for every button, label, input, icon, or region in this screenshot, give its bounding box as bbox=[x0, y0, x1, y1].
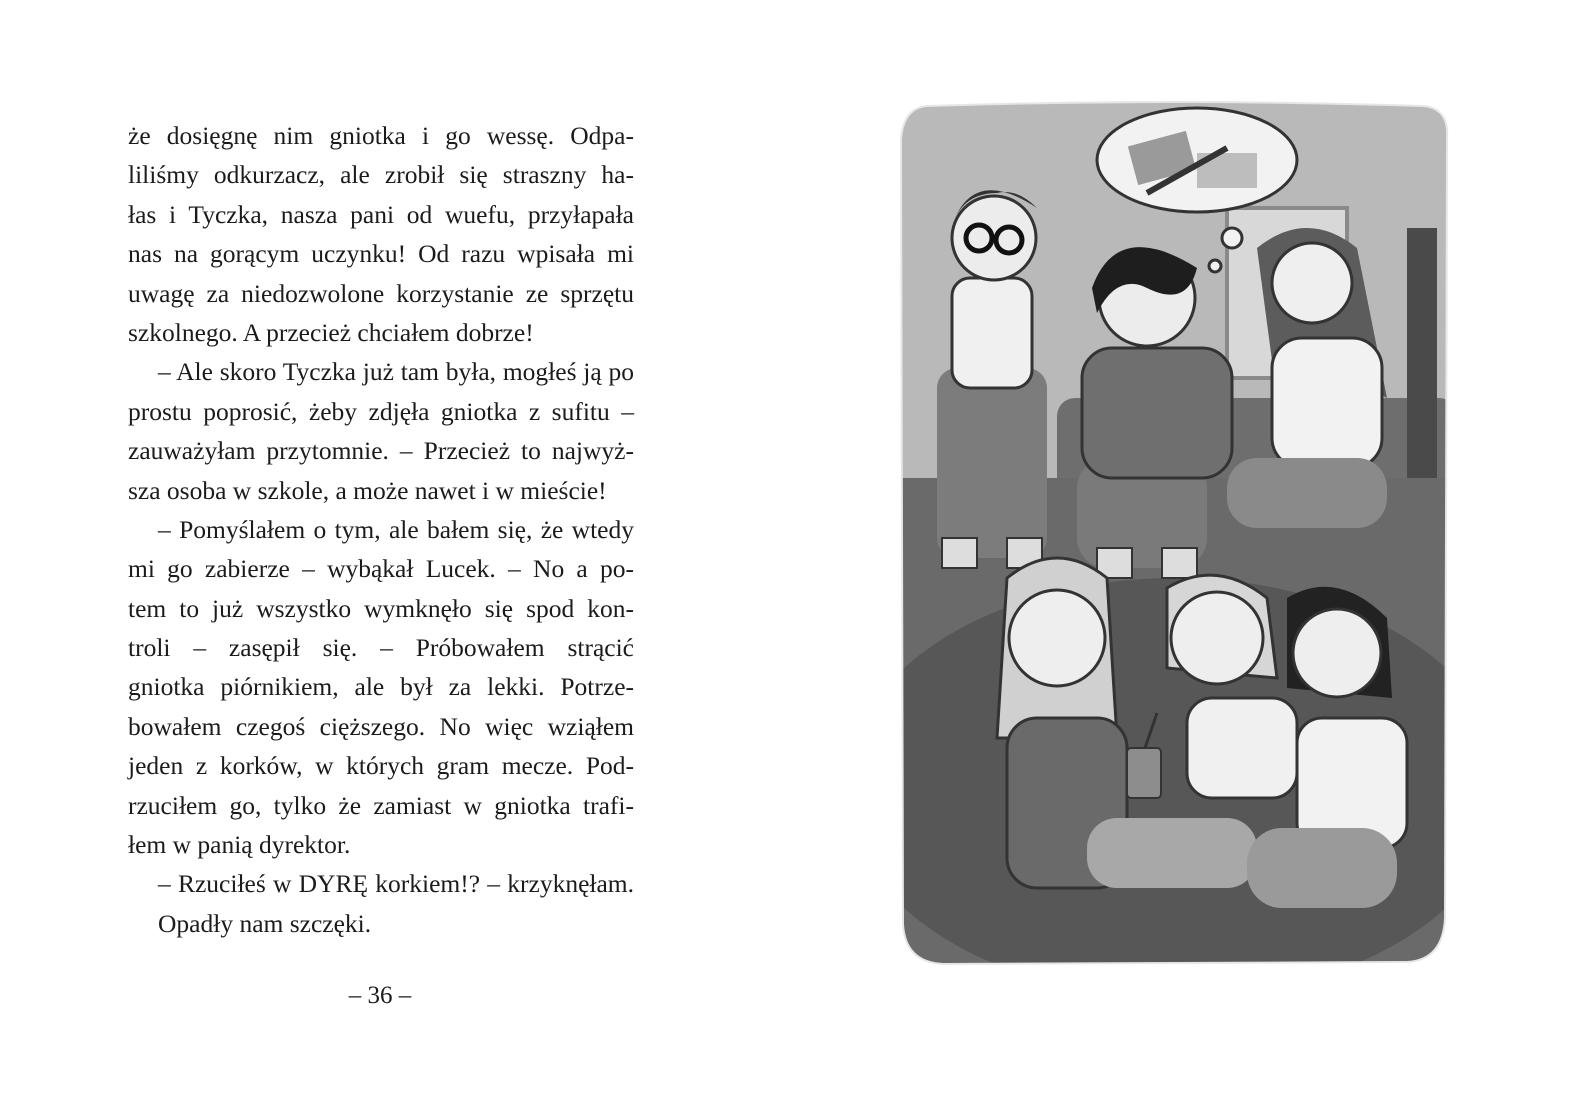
text-line: – Pomyślałem o tym, ale bałem się, że wtedy bbox=[158, 514, 634, 544]
body-text bbox=[128, 116, 634, 943]
text-line: – Rzuciłeś w DYRĘ korkiem!? – krzyknęłam. bbox=[158, 869, 634, 899]
page-number: – 36 – bbox=[348, 982, 412, 1009]
right-page bbox=[797, 0, 1594, 1093]
text-line: bowałem czegoś cięższego. No więc wziąłem bbox=[128, 711, 634, 741]
text-line: szkolnego. A przecież chciałem dobrze! bbox=[128, 317, 534, 347]
text-line: łas i Tyczka, nasza pani od wuefu, przyłapała bbox=[128, 199, 634, 229]
text-line: gniotka piórnikiem, ale był za lekki. Potrze- bbox=[128, 672, 634, 702]
text-line: jeden z korków, w których gram mecze. Pod- bbox=[128, 751, 634, 781]
text-line: prostu poprosić, żeby zdjęła gniotka z sufitu – bbox=[128, 396, 634, 426]
text-line: liliśmy odkurzacz, ale zrobił się straszny ha- bbox=[128, 160, 634, 190]
text-line: łem w panią dyrektor. bbox=[128, 830, 351, 860]
text-line: troli – zasępił się. – Próbowałem strącić bbox=[128, 633, 634, 663]
text-line: rzuciłem go, tylko że zamiast w gniotka trafi- bbox=[128, 790, 634, 820]
text-line: sza osoba w szkole, a może nawet i w mieście! bbox=[128, 475, 607, 505]
text-line: tem to już wszystko wymknęło się spod kon- bbox=[128, 593, 634, 623]
text-line: nas na gorącym uczynku! Od razu wpisała mi bbox=[128, 239, 634, 269]
illustration-kids-sitting bbox=[897, 98, 1453, 968]
text-line: że dosięgnę nim gniotka i go wessę. Odpa- bbox=[128, 121, 634, 150]
boy-glasses bbox=[937, 190, 1047, 568]
text-line: – Ale skoro Tyczka już tam była, mogłeś ją po bbox=[158, 357, 634, 387]
text-line: mi go zabierze – wybąkał Lucek. – No a po- bbox=[128, 554, 634, 584]
text-line: zauważyłam przytomnie. – Przecież to najwyż- bbox=[128, 436, 634, 466]
text-line: Opadły nam szczęki. bbox=[158, 908, 372, 938]
text-line: uwagę za niedozwolone korzystanie ze sprzętu bbox=[128, 278, 634, 308]
